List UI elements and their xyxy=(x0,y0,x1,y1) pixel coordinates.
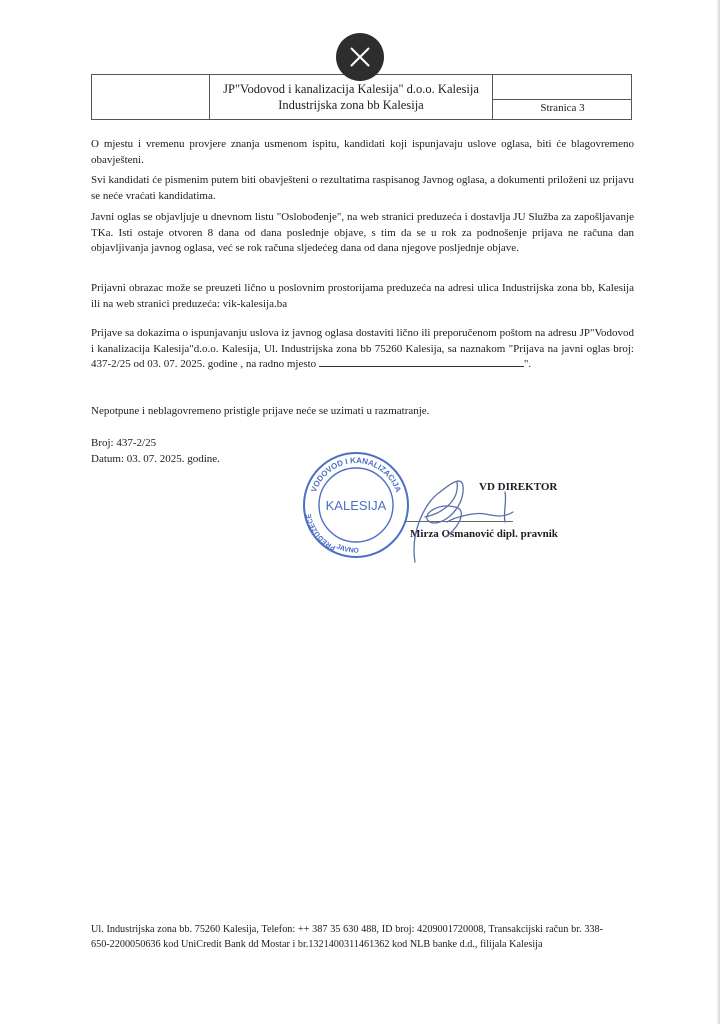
close-icon xyxy=(348,45,372,69)
paragraph-results-notice: Svi kandidati će pismenim putem biti obavješteni o rezultatima raspisanog Javnog oglasa, a dokumenti priloženi uz prijavu se neće vraćati kandidatima. xyxy=(91,174,634,202)
paragraph-application-form: Prijavni obrazac može se preuzeti lično u poslovnim prostorijama preduzeća na adresi ulica Industrijska zona bb, Kalesija ili na web stranici preduzeća: vik-kalesija.ba xyxy=(91,282,634,310)
submission-text: Prijave sa dokazima o ispunjavanju uslova iz javnog oglasa dostaviti lično ili preporučenom poštom na adresu JP"Vodovod i kanalizacija Kalesija"d.o.o. Kalesija, Ul. Industrijska zona bb 75260 Kalesija, sa naznakom "Prijava na javni oglas broj: 437-2/25 od 03. 07. 2025. godine , na radno mjesto xyxy=(91,327,634,370)
document-number: Broj: 437-2/25 xyxy=(91,437,157,449)
footer-contact: Ul. Industrijska zona bb. 75260 Kalesija, Telefon: ++ 387 35 630 488, ID broj: 4209001720008, Transakcijski račun br. 338-650-2200050636 kod UniCredit Bank dd Mostar i br.1321400311461362 kod NLB banke d.d., filijala Kalesija xyxy=(91,924,603,950)
signatory-name: Mirza Osmanović dipl. pravnik xyxy=(410,528,558,540)
paragraph-publication: Javni oglas se objavljuje u dnevnom listu "Oslobođenje", na web stranici preduzeća i dostavlja JU Služba za zapošljavanje TKa. Isti ostaje otvoren 8 dana od dana poslednje objave, s tim da se u rok za podnošenje prijava ne računa dan objavljivanja javnog oglasa, već se rok računa sljedećeg dana od dana njegove posljednje objave. xyxy=(91,211,634,254)
company-name xyxy=(210,81,492,113)
handwritten-signature xyxy=(385,462,525,572)
page-number-cell xyxy=(492,75,632,119)
close-button[interactable] xyxy=(336,33,384,81)
stamp-text-bottom: JAVNO xyxy=(335,543,359,555)
paragraph-exam-notice: O mjestu i vremenu provjere znanja usmenom ispitu, kandidati koji ispunjavaju uslove oglasa, biti će blagovremeno obavješteni. xyxy=(91,138,634,166)
company-name-line1: JP"Vodovod i kanalizacija Kalesija" d.o.o. Kalesija xyxy=(223,82,479,96)
stamp-text-top: VODOVOD I KANALIZACIJA xyxy=(309,455,403,494)
signatory-title: VD DIREKTOR xyxy=(479,481,558,493)
stamp-text-left: PREDUZEĆE xyxy=(305,512,337,552)
document-date: Datum: 03. 07. 2025. godine. xyxy=(91,453,220,465)
company-address-line: Industrijska zona bb Kalesija xyxy=(278,98,424,112)
page-number: Stranica 3 xyxy=(540,102,585,114)
stamp-text-center: KALESIJA xyxy=(325,498,387,513)
paragraph-incomplete: Nepotpune i neblagovremeno pristigle prijave neće se uzimati u razmatranje. xyxy=(91,405,430,417)
paragraph-submission xyxy=(91,326,634,373)
submission-end: ". xyxy=(523,358,532,370)
page-cell-divider xyxy=(493,99,632,100)
position-blank xyxy=(319,357,524,367)
letterhead-logo-cell xyxy=(92,75,210,119)
